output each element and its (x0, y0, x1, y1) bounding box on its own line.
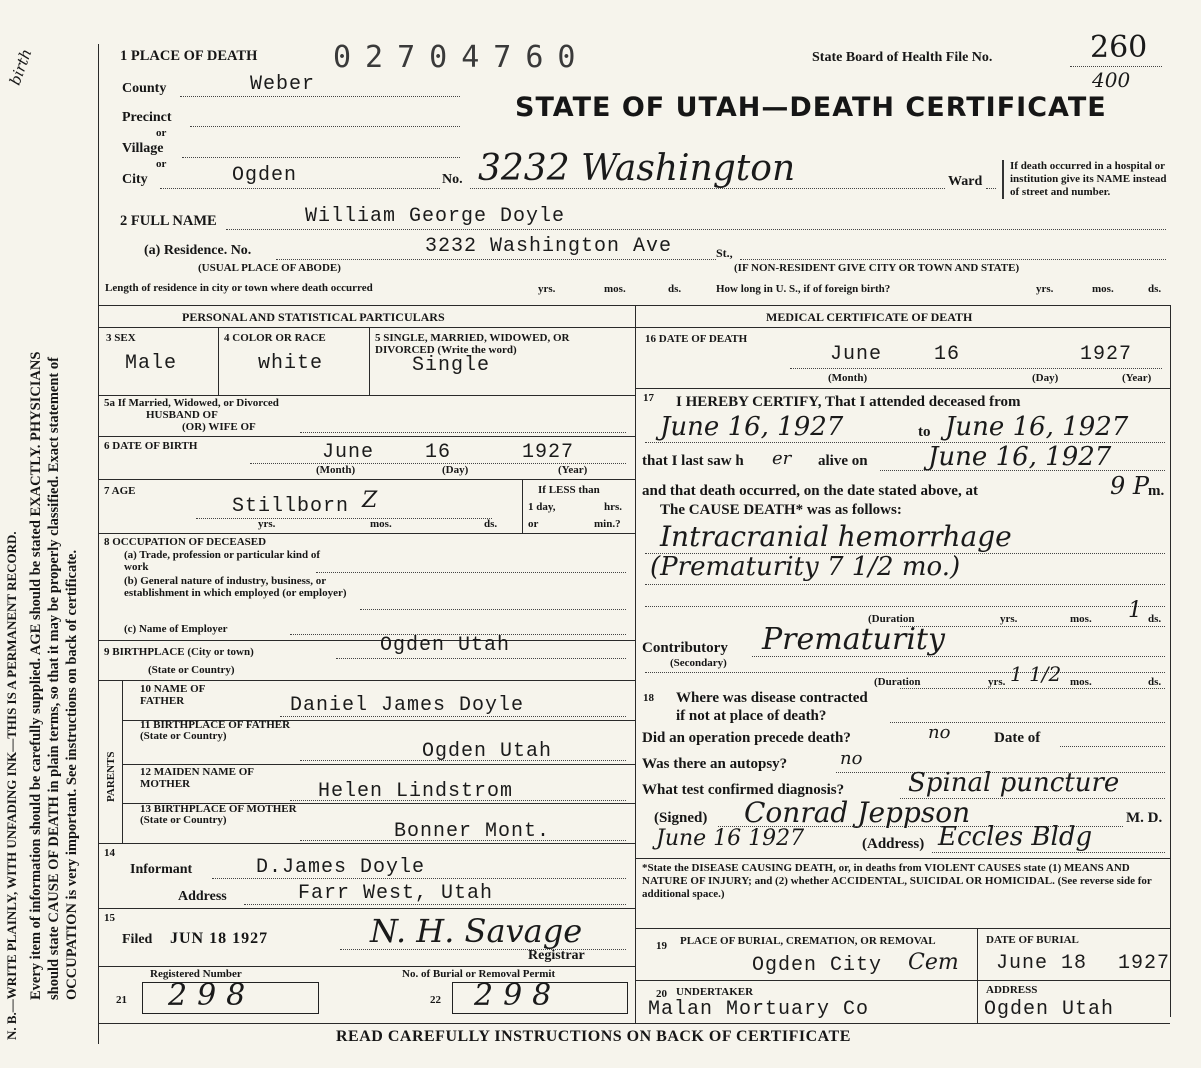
burial-permit-label: No. of Burial or Removal Permit (402, 968, 556, 980)
occupation-label: 8 OCCUPATION OF DECEASED (104, 536, 267, 548)
num-20: 20 (656, 988, 667, 1000)
burial-year: 1927 (1118, 952, 1171, 975)
mother-name-label: 12 MAIDEN NAME OF MOTHER (140, 766, 254, 790)
county-label: County (122, 81, 167, 96)
registrar-signature: N. H. Savage (370, 912, 583, 950)
certify-text: I HEREBY CERTIFY, That I attended deceased from (676, 394, 1021, 410)
dob-month: June (322, 441, 375, 464)
marital-value: Single (412, 354, 491, 377)
filed-num: 15 (104, 912, 115, 924)
occupation-c: (c) Name of Employer (124, 623, 228, 635)
death-month: June (830, 343, 883, 366)
color-value: white (258, 352, 324, 375)
death-time-unit: m. (1148, 483, 1165, 499)
age-value: Stillborn (232, 495, 350, 518)
side-note-2: Every item of information should be carefully supplied. AGE should be stated EXACTLY. PHYSICIANS (28, 351, 44, 1000)
personal-section-title: PERSONAL AND STATISTICAL PARTICULARS (182, 310, 445, 324)
side-note-4: OCCUPATION is very important. See instructions on back of certificate. (64, 549, 80, 1000)
informant-label: Informant (130, 862, 193, 877)
num-21: 21 (116, 994, 127, 1006)
less-day-label: 1 day, (528, 501, 556, 513)
last-saw-word: er (772, 448, 792, 469)
city-label: City (122, 172, 148, 187)
to-label: to (918, 424, 931, 440)
burial-place-hand: Cem (908, 950, 959, 975)
medical-section-title: MEDICAL CERTIFICATE OF DEATH (766, 310, 973, 324)
marital-label: 5 SINGLE, MARRIED, WIDOWED, OR DIVORCED (Write the word) (375, 332, 570, 356)
duration-label: (Duration (868, 613, 915, 625)
dob-month-label: (Month) (316, 464, 356, 476)
birthplace-value: Ogden Utah (380, 634, 511, 657)
death-year-label: (Year) (1122, 372, 1152, 384)
informant-address-label: Address (178, 889, 227, 904)
signed-date: June 16 1927 (656, 826, 805, 851)
death-day-label: (Day) (1032, 372, 1059, 384)
mother-name: Helen Lindstrom (318, 780, 514, 803)
death-time: 9 P (1110, 472, 1150, 500)
undertaker-name: Malan Mortuary Co (648, 998, 870, 1021)
certify-num: 17 (643, 392, 654, 404)
foreign-yrs: yrs. (1036, 283, 1054, 295)
sex-value: Male (125, 352, 178, 375)
street-number-label: No. (442, 172, 463, 187)
death-occurred-label: and that death occurred, on the date stated above, at (642, 483, 978, 499)
filed-label: Filed (122, 932, 153, 947)
filed-date: JUN 18 1927 (170, 930, 269, 947)
less-or-label: or (528, 518, 539, 530)
duration-yrs: yrs. (1000, 613, 1018, 625)
death-year: 1927 (1080, 343, 1133, 366)
dob-year: 1927 (522, 441, 575, 464)
operation-value: no (928, 722, 951, 743)
duration2-mos-value: 1 1/2 (1010, 662, 1062, 686)
spouse-label-1: 5a If Married, Widowed, or Divorced (104, 397, 279, 409)
cause-primary: Intracranial hemorrhage (660, 520, 1012, 553)
length-ds: ds. (668, 283, 682, 295)
alive-on-label: alive on (818, 453, 868, 469)
registered-number-label: Registered Number (150, 968, 242, 980)
num-19: 19 (656, 940, 667, 952)
residence-value: 3232 Washington Ave (425, 235, 673, 258)
birthplace-sub-label: (State or Country) (148, 664, 235, 676)
attended-from-date: June 16, 1927 (660, 412, 844, 442)
father-name: Daniel James Doyle (290, 694, 525, 717)
street-suffix-label: St., (716, 246, 733, 260)
death-month-label: (Month) (828, 372, 868, 384)
file-number: 260 (1090, 30, 1148, 65)
age-ds-label: ds. (484, 518, 498, 530)
full-name-label: 2 FULL NAME (120, 213, 217, 229)
age-mark: Z (362, 488, 378, 513)
q18-num: 18 (643, 692, 654, 704)
attended-to-date: June 16, 1927 (945, 412, 1129, 442)
length-yrs: yrs. (538, 283, 556, 295)
cause-secondary: (Prematurity 7 1/2 mo.) (650, 552, 961, 582)
informant-address: Farr West, Utah (298, 882, 494, 905)
autopsy-label: Was there an autopsy? (642, 756, 788, 772)
duration-ds-value: 1 (1128, 598, 1142, 623)
mother-birthplace-label: 13 BIRTHPLACE OF MOTHER (State or Country) (140, 803, 297, 826)
side-note-1: N. B.—WRITE PLAINLY, WITH UNFADING INK—THIS IS A PERMANENT RECORD. (4, 531, 19, 1040)
father-birthplace-label: 11 BIRTHPLACE OF FATHER (State or Country) (140, 719, 291, 742)
age-mos-label: mos. (370, 518, 392, 530)
father-birthplace: Ogden Utah (422, 740, 553, 763)
last-saw-date: June 16, 1927 (928, 442, 1112, 472)
precinct-label: Precinct (122, 110, 172, 125)
burial-place: Ogden City (752, 954, 883, 977)
secondary-label: (Secondary) (670, 657, 727, 669)
physician-address: Eccles Bldg (938, 822, 1093, 852)
physician-address-label: (Address) (862, 836, 925, 852)
dob-year-label: (Year) (558, 464, 588, 476)
color-label: 4 COLOR OR RACE (224, 332, 326, 344)
occupation-b: (b) General nature of industry, business, or establishment in which employed (or employer) (124, 575, 347, 599)
cause-label: The CAUSE DEATH* was as follows: (660, 502, 902, 518)
foreign-mos: mos. (1092, 283, 1114, 295)
spouse-label-2: HUSBAND OF (146, 409, 218, 421)
informant-name: D.James Doyle (256, 856, 426, 879)
physician-signature: Conrad Jeppson (744, 796, 971, 829)
burial-permit-number: 298 (474, 978, 562, 1013)
num-22: 22 (430, 994, 441, 1006)
burial-address-label: ADDRESS (986, 984, 1038, 996)
duration-mos: mos. (1070, 613, 1092, 625)
duration2-ds: ds. (1148, 676, 1162, 688)
cause-note: *State the DISEASE CAUSING DEATH, or, in deaths from VIOLENT CAUSES state (1) MEANS AND NATURE OF INJURY; and (2) whether ACCIDENTAL, SUICIDAL OR HOMICIDAL. (See reverse side for additional space.) (642, 862, 1152, 900)
occupation-a: (a) Trade, profession or particular kind of work (124, 549, 321, 573)
death-day: 16 (934, 343, 961, 366)
file-number-label: State Board of Health File No. (812, 50, 993, 65)
informant-num: 14 (104, 847, 115, 859)
duration2-mos: mos. (1070, 676, 1092, 688)
registered-number: 298 (168, 978, 256, 1013)
margin-scribble: birth (5, 46, 36, 88)
village-label: Village (122, 141, 164, 156)
md-label: M. D. (1126, 810, 1163, 826)
date-of-label: Date of (994, 730, 1041, 746)
nonresident-label: (IF NON-RESIDENT GIVE CITY OR TOWN AND STATE) (734, 262, 1020, 274)
parents-label: PARENTS (105, 751, 117, 802)
length-residence-label: Length of residence in city or town where death occurred (105, 282, 373, 294)
duration-ds: ds. (1148, 613, 1162, 625)
burial-date-label: DATE OF BURIAL (986, 934, 1079, 946)
age-yrs-label: yrs. (258, 518, 276, 530)
undertaker-label: UNDERTAKER (676, 986, 754, 998)
city-value: Ogden (232, 164, 298, 187)
burial-date: June 18 (996, 952, 1088, 975)
where-contracted-label: Where was disease contracted (676, 690, 868, 706)
registrar-label: Registrar (528, 948, 585, 963)
ward-note: If death occurred in a hospital or institution give its NAME instead of street and number. (1002, 160, 1172, 199)
duration2-label: (Duration (874, 676, 921, 688)
age-label: 7 AGE (104, 485, 136, 497)
duration2-yrs: yrs. (988, 676, 1006, 688)
mother-birthplace: Bonner Mont. (394, 820, 551, 843)
less-than-label: If LESS than (538, 484, 600, 496)
place-of-death-label: 1 PLACE OF DEATH (120, 48, 258, 64)
dob-label: 6 DATE OF BIRTH (104, 440, 198, 452)
ward-label: Ward (948, 174, 983, 189)
dob-day: 16 (425, 441, 452, 464)
where-contracted-label-2: if not at place of death? (676, 708, 827, 724)
less-min-label: min.? (594, 518, 621, 530)
serial-number: 02704760 (333, 40, 590, 75)
burial-address: Ogden Utah (984, 998, 1115, 1021)
or-label-2: or (156, 158, 167, 170)
spouse-label-3: (OR) WIFE OF (182, 421, 256, 433)
dob-day-label: (Day) (442, 464, 469, 476)
side-note-3: should state CAUSE OF DEATH in plain terms, so that it may be properly classified. Exact statement of (46, 357, 62, 1000)
street-value: 3232 Washington (478, 148, 796, 189)
signed-label: (Signed) (654, 810, 708, 826)
operation-label: Did an operation precede death? (642, 730, 851, 746)
burial-place-label: PLACE OF BURIAL, CREMATION, OR REMOVAL (680, 935, 936, 947)
foreign-ds: ds. (1148, 283, 1162, 295)
or-label-1: or (156, 127, 167, 139)
death-date-label: 16 DATE OF DEATH (645, 333, 748, 345)
county-value: Weber (250, 73, 316, 96)
autopsy-value: no (840, 748, 863, 769)
birthplace-label: 9 BIRTHPLACE (City or town) (104, 646, 254, 658)
test-confirmed-label: What test confirmed diagnosis? (642, 782, 845, 798)
test-confirmed-value: Spinal puncture (908, 768, 1120, 798)
less-hrs-label: hrs. (604, 501, 623, 513)
foreign-birth-label: How long in U. S., if of foreign birth? (716, 283, 891, 295)
full-name-value: William George Doyle (305, 205, 566, 228)
usual-abode-label: (USUAL PLACE OF ABODE) (198, 262, 341, 274)
residence-label: (a) Residence. No. (144, 243, 252, 258)
last-saw-label: that I last saw h (642, 453, 744, 469)
sex-label: 3 SEX (106, 332, 136, 344)
contributory-label: Contributory (642, 640, 728, 656)
file-number-alt: 400 (1092, 68, 1131, 92)
certificate-title: STATE OF UTAH—DEATH CERTIFICATE (515, 92, 1107, 123)
footer-instructions: READ CAREFULLY INSTRUCTIONS ON BACK OF CERTIFICATE (336, 1028, 851, 1045)
length-mos: mos. (604, 283, 626, 295)
father-name-label: 10 NAME OF FATHER (140, 683, 205, 707)
contributory-value: Prematurity (762, 622, 945, 657)
